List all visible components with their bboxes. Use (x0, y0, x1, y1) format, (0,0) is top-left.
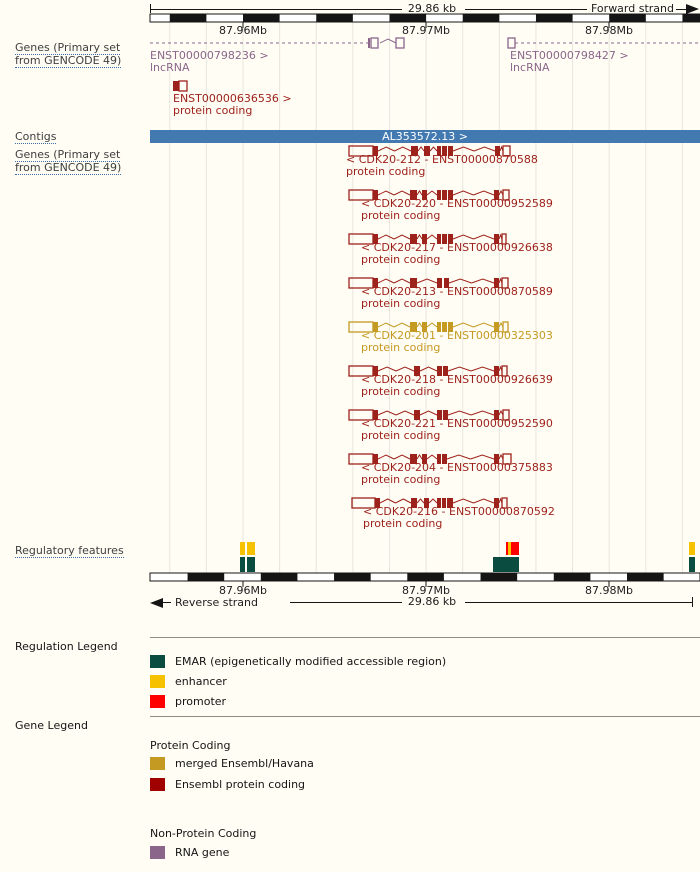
ruler-segment (188, 573, 225, 581)
intron-line (427, 323, 437, 327)
intron-line (471, 411, 494, 415)
transcript-label[interactable]: ENST00000798236 > (150, 49, 269, 62)
legend-item-rna-gene (150, 846, 229, 859)
regulatory-feature-enhancer[interactable] (240, 542, 245, 555)
scale-line (465, 9, 587, 10)
exon-box (173, 81, 179, 91)
intron-line (378, 411, 396, 415)
intron-line (380, 499, 396, 503)
intron-line (471, 455, 495, 459)
legend-item-enhancer (150, 675, 227, 688)
intron-line (395, 147, 412, 151)
transcript-ENST00000798427[interactable] (508, 38, 700, 74)
intron-line (417, 323, 422, 327)
ruler-segment (627, 573, 664, 581)
legend-label: enhancer (175, 675, 227, 688)
intron-line (420, 411, 437, 415)
scale-line (465, 602, 692, 603)
ruler-tick-label: 87.98Mb (585, 584, 633, 597)
intron-line (453, 147, 474, 151)
transcript-biotype-label: protein coding (361, 429, 441, 442)
intron-line (448, 411, 471, 415)
intron-line (394, 323, 410, 327)
legend-label: RNA gene (175, 846, 230, 859)
intron-line (474, 191, 495, 195)
intron-line (417, 455, 422, 459)
transcript-CDK20-220[interactable] (349, 190, 553, 222)
transcript-CDK20-218[interactable] (349, 366, 553, 398)
transcript-CDK20-213[interactable] (349, 278, 553, 310)
regulatory-feature-enhancer[interactable] (247, 542, 255, 555)
forward-strand-arrow-icon (686, 4, 699, 14)
transcript-biotype-label: protein coding (361, 209, 441, 222)
transcript-biotype-label: protein coding (363, 517, 443, 530)
regulatory-feature-promoter[interactable] (506, 542, 519, 555)
legend-item-ensembl-pc (150, 778, 305, 791)
transcript-label[interactable]: < CDK20-213 - ENST00000870589 (361, 285, 553, 298)
ruler-segment (243, 14, 280, 22)
intron-line (417, 235, 422, 239)
intron-line (453, 499, 474, 503)
intron-line (418, 147, 424, 151)
ruler-tick-label: 87.96Mb (219, 24, 267, 37)
scale-length-label: 29.86 kb (407, 2, 457, 15)
transcript-label[interactable]: < CDK20-220 - ENST00000952589 (361, 197, 553, 210)
intron-line (394, 279, 410, 283)
intron-line (396, 411, 414, 415)
non-protein-coding-subtitle: Non-Protein Coding (150, 827, 257, 840)
intron-line (471, 367, 494, 371)
transcript-ENST00000798236[interactable] (150, 38, 404, 74)
ruler-segment (481, 573, 518, 581)
transcript-CDK20-212[interactable] (346, 146, 538, 178)
regulatory-feature-emar[interactable] (247, 557, 255, 572)
exon-box (368, 38, 370, 48)
transcript-label[interactable]: < CDK20-218 - ENST00000926639 (361, 373, 553, 386)
intron-line (394, 235, 410, 239)
gene-legend-title: Gene Legend (15, 719, 88, 732)
intron-line (427, 191, 437, 195)
transcript-CDK20-221[interactable] (349, 410, 553, 442)
intron-line (417, 499, 424, 503)
enhancer-swatch (150, 675, 165, 688)
legend-label: EMAR (epigenetically modified accessible region) (175, 655, 447, 668)
transcript-label[interactable]: < CDK20-217 - ENST00000926638 (361, 241, 553, 254)
intron-line (378, 367, 396, 371)
transcript-biotype-label: protein coding (361, 473, 441, 486)
transcript-biotype-label: protein coding (361, 253, 441, 266)
intron-line (380, 39, 396, 43)
intron-line (474, 323, 495, 327)
divider (150, 716, 700, 717)
legend-item-emar (150, 655, 446, 668)
legend-label: merged Ensembl/Havana (175, 757, 314, 770)
intron-line (396, 499, 412, 503)
ruler-segment (609, 14, 646, 22)
ruler-segment (334, 573, 371, 581)
scale-length-label: 29.86 kb (407, 595, 457, 608)
intron-line (453, 323, 474, 327)
regulatory-feature-enhancer[interactable] (508, 542, 511, 555)
intron-line (474, 499, 495, 503)
contig-label: AL353572.13 > (382, 130, 468, 143)
transcript-biotype-label: lncRNA (150, 61, 190, 74)
ensembl-protein-coding-swatch (150, 778, 165, 791)
transcript-label[interactable]: < CDK20-204 - ENST00000375883 (361, 461, 553, 474)
transcript-CDK20-216[interactable] (352, 498, 555, 530)
sidebar-item-genes-top[interactable]: Genes (Primary set from GENCODE 49) (15, 41, 122, 67)
transcript-biotype-label: protein coding (361, 297, 441, 310)
intron-line (394, 191, 410, 195)
ruler-tick-label: 87.96Mb (219, 584, 267, 597)
transcript-biotype-label: protein coding (346, 165, 426, 178)
utr-box (179, 81, 187, 91)
regulatory-feature-emar[interactable] (240, 557, 245, 572)
reverse-strand-arrow-line (163, 602, 171, 603)
ruler-segment (316, 14, 353, 22)
regulatory-feature-enhancer[interactable] (689, 542, 695, 555)
transcript-label[interactable]: ENST00000798427 > (510, 49, 629, 62)
transcript-label[interactable]: < CDK20-201 - ENST00000325303 (361, 329, 553, 342)
protein-coding-subtitle: Protein Coding (150, 739, 231, 752)
scale-line (151, 9, 402, 10)
intron-line (453, 191, 474, 195)
transcript-label[interactable]: < CDK20-216 - ENST00000870592 (363, 505, 555, 518)
intron-line (449, 279, 472, 283)
legend-label: promoter (175, 695, 227, 708)
legend-label: Ensembl protein coding (175, 778, 306, 791)
sidebar-item-contigs[interactable]: Contigs (15, 130, 57, 143)
sidebar-item-genes-main[interactable]: Genes (Primary set from GENCODE 49) (15, 148, 122, 174)
emar-swatch (150, 655, 165, 668)
ruler-segment (389, 14, 426, 22)
transcript-CDK20-204[interactable] (349, 454, 553, 486)
intron-line (429, 499, 437, 503)
transcript-label[interactable]: ENST00000636536 > (173, 92, 292, 105)
intron-line (378, 279, 394, 283)
ruler-tick-label: 87.97Mb (402, 24, 450, 37)
regulatory-feature-emar[interactable] (493, 557, 519, 572)
reverse-strand-arrow-icon (150, 598, 163, 608)
transcript-label[interactable]: < CDK20-212 - ENST00000870588 (346, 153, 538, 166)
intron-line (378, 235, 394, 239)
ruler-segment (463, 14, 500, 22)
transcript-biotype-label: protein coding (173, 104, 253, 117)
divider (150, 637, 700, 638)
intron-line (378, 455, 394, 459)
transcript-biotype-label: protein coding (361, 341, 441, 354)
scale-end-tick (692, 597, 693, 607)
regulatory-feature-emar[interactable] (689, 557, 695, 572)
intron-line (417, 191, 422, 195)
forward-strand-label: Forward strand (591, 2, 674, 15)
forward-strand-arrow-line (676, 9, 686, 10)
sidebar-item-regulatory-features[interactable]: Regulatory features (15, 544, 124, 557)
utr-box (371, 38, 378, 48)
reverse-strand-label: Reverse strand (175, 596, 258, 609)
intron-line (474, 147, 495, 151)
legend-item-merged (150, 757, 314, 770)
promoter-swatch (150, 695, 165, 708)
ruler-segment (170, 14, 207, 22)
transcript-label[interactable]: < CDK20-221 - ENST00000952590 (361, 417, 553, 430)
intron-line (474, 235, 495, 239)
intron-line (430, 147, 437, 151)
transcript-ENST00000636536[interactable] (173, 81, 292, 117)
intron-line (378, 191, 394, 195)
scale-line (290, 602, 402, 603)
ruler-segment (682, 14, 700, 22)
transcript-biotype-label: protein coding (361, 385, 441, 398)
intron-line (427, 235, 437, 239)
ruler-tick-label: 87.98Mb (585, 24, 633, 37)
transcript-biotype-label: lncRNA (510, 61, 550, 74)
transcript-CDK20-201[interactable] (349, 322, 553, 354)
intron-line (394, 455, 410, 459)
ruler-segment (554, 573, 591, 581)
intron-line (448, 367, 471, 371)
intron-line (378, 147, 395, 151)
rna-gene-swatch (150, 846, 165, 859)
ruler-segment (407, 573, 444, 581)
ruler-segment (536, 14, 573, 22)
intron-line (378, 323, 394, 327)
regulation-legend-title: Regulation Legend (15, 640, 118, 653)
transcript-CDK20-217[interactable] (349, 234, 553, 266)
intron-line (447, 455, 471, 459)
ruler-segment (261, 573, 298, 581)
utr-box (396, 38, 404, 48)
ruler-tick-label: 87.97Mb (402, 584, 450, 597)
legend-item-promoter (150, 695, 226, 708)
intron-line (396, 367, 414, 371)
utr-box (508, 38, 515, 48)
intron-line (453, 235, 474, 239)
intron-line (420, 367, 437, 371)
merged-ensembl-havana-swatch (150, 757, 165, 770)
intron-line (417, 279, 437, 283)
intron-line (472, 279, 495, 283)
intron-line (427, 455, 437, 459)
